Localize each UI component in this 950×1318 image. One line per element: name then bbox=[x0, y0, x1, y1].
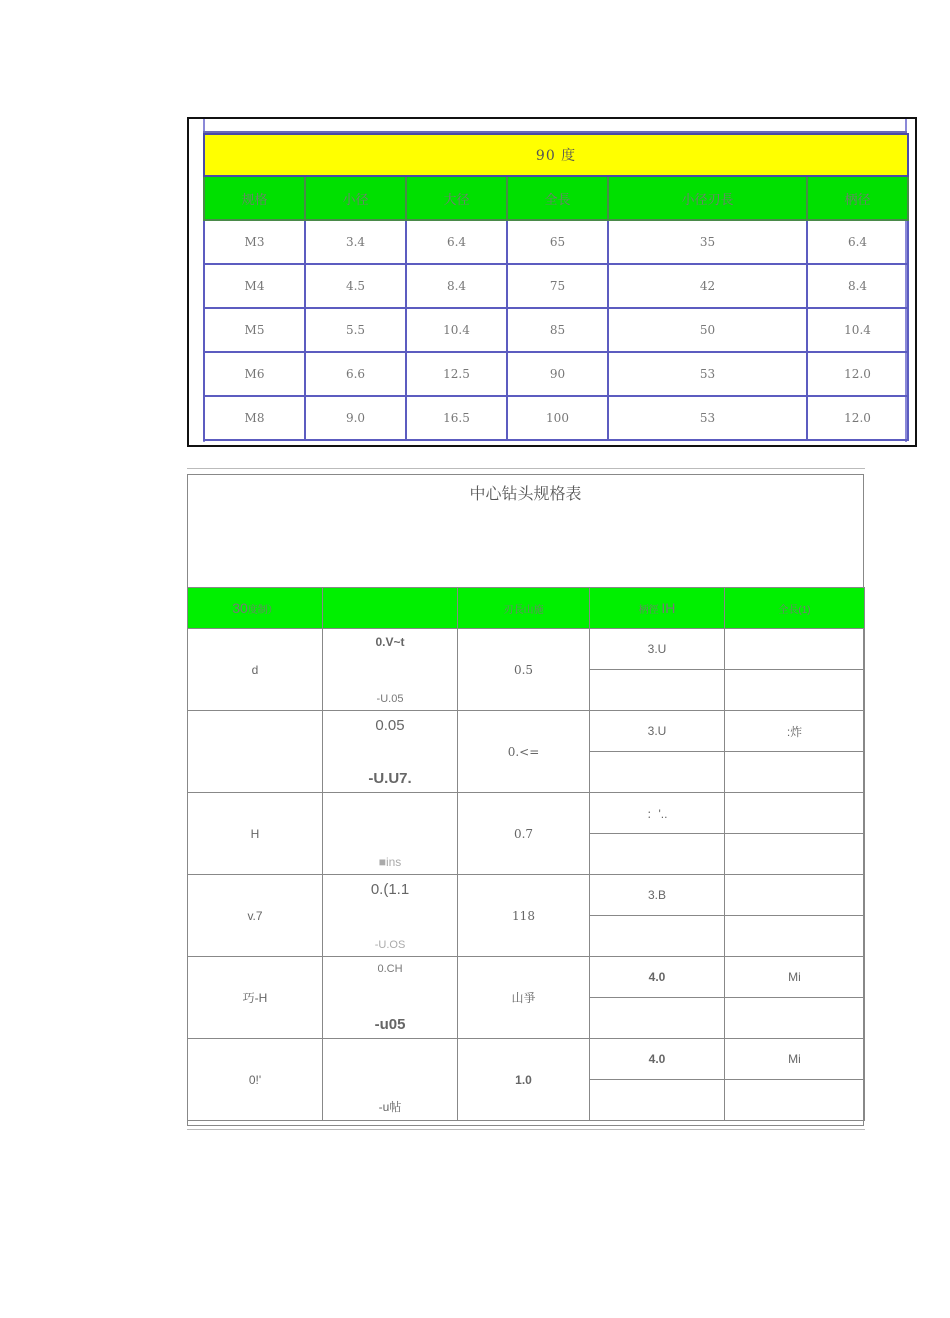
table-cell bbox=[590, 670, 725, 711]
table-row bbox=[188, 957, 865, 998]
cell-value-bottom: -u帖 bbox=[378, 1099, 402, 1114]
table-row bbox=[204, 220, 908, 264]
header-text-large: IH bbox=[661, 600, 676, 616]
table-cell: 16.5 bbox=[406, 396, 507, 440]
table-cell: 12.0 bbox=[807, 352, 908, 396]
table-cell: 53 bbox=[608, 352, 807, 396]
table-cell: v.7 bbox=[188, 875, 323, 957]
header-row bbox=[188, 588, 865, 629]
table-cell bbox=[725, 629, 865, 670]
header-cell bbox=[323, 588, 458, 629]
table-row bbox=[188, 629, 865, 670]
table-title: 90 度 bbox=[204, 134, 908, 176]
table-row bbox=[188, 875, 865, 916]
table-cell: 0.5 bbox=[458, 629, 590, 711]
table-cell bbox=[725, 875, 865, 916]
table-cell: 山爭 bbox=[458, 957, 590, 1039]
table-cell: 85 bbox=[507, 308, 608, 352]
table-cell: d bbox=[188, 629, 323, 711]
table-row bbox=[204, 264, 908, 308]
table-cell: 0.7 bbox=[458, 793, 590, 875]
table-cell: 42 bbox=[608, 264, 807, 308]
table-cell: 1.0 bbox=[458, 1039, 590, 1121]
table-cell bbox=[323, 711, 458, 793]
table-cell: 12.0 bbox=[807, 396, 908, 440]
table-cell: M5 bbox=[204, 308, 305, 352]
center-drill-spec-table bbox=[187, 468, 865, 1130]
table-row bbox=[188, 793, 865, 834]
table-cell bbox=[590, 834, 725, 875]
table-cell: 8.4 bbox=[406, 264, 507, 308]
table-cell: 3.U bbox=[590, 629, 725, 670]
table-cell bbox=[725, 916, 865, 957]
header-cell: 小径 bbox=[305, 176, 406, 220]
header-cell: 小径刃長 bbox=[608, 176, 807, 220]
table-cell: 0.<= bbox=[458, 711, 590, 793]
table-cell bbox=[590, 998, 725, 1039]
header-cell bbox=[590, 588, 725, 629]
table-cell: M6 bbox=[204, 352, 305, 396]
cell-value-bottom: -U.05 bbox=[376, 692, 404, 705]
table-cell: Mi bbox=[725, 957, 865, 998]
spec-table-90-degree bbox=[187, 117, 917, 447]
table-cell bbox=[725, 834, 865, 875]
table-cell: 3.B bbox=[590, 875, 725, 916]
table-row bbox=[204, 308, 908, 352]
table-cell bbox=[725, 998, 865, 1039]
table-cell: 5.5 bbox=[305, 308, 406, 352]
table-cell: M4 bbox=[204, 264, 305, 308]
table-cell bbox=[188, 711, 323, 793]
table-cell: 4.0 bbox=[590, 1039, 725, 1080]
cell-value-top: 0.05 bbox=[375, 716, 405, 734]
table-cell bbox=[323, 957, 458, 1039]
table-cell: 10.4 bbox=[406, 308, 507, 352]
table-cell: 9.0 bbox=[305, 396, 406, 440]
table-cell: 6.4 bbox=[406, 220, 507, 264]
table-cell bbox=[590, 916, 725, 957]
center-drill-grid bbox=[187, 587, 865, 1121]
table-cell: :炸 bbox=[725, 711, 865, 752]
table-cell: 巧-H bbox=[188, 957, 323, 1039]
table-cell: 3.4 bbox=[305, 220, 406, 264]
table-cell: 100 bbox=[507, 396, 608, 440]
table-cell: 0!' bbox=[188, 1039, 323, 1121]
table-cell: 75 bbox=[507, 264, 608, 308]
table-cell: 118 bbox=[458, 875, 590, 957]
table-cell: 90 bbox=[507, 352, 608, 396]
header-cell: 大径 bbox=[406, 176, 507, 220]
table-cell bbox=[323, 629, 458, 711]
table-cell: 6.6 bbox=[305, 352, 406, 396]
cell-value-top: 0.(1.1 bbox=[370, 880, 410, 898]
header-text-large: 30 bbox=[232, 600, 248, 616]
table-cell: 12.5 bbox=[406, 352, 507, 396]
table-cell: 35 bbox=[608, 220, 807, 264]
table-cell: Mi bbox=[725, 1039, 865, 1080]
table-cell: 53 bbox=[608, 396, 807, 440]
header-cell: 刃長山施 bbox=[458, 588, 590, 629]
table-cell: 10.4 bbox=[807, 308, 908, 352]
table-row bbox=[188, 711, 865, 752]
table-cell: H bbox=[188, 793, 323, 875]
table-cell: ：'.. bbox=[590, 793, 725, 834]
table-row bbox=[204, 352, 908, 396]
table-cell: 65 bbox=[507, 220, 608, 264]
table-cell bbox=[323, 875, 458, 957]
table-cell: 50 bbox=[608, 308, 807, 352]
table-cell bbox=[725, 1080, 865, 1121]
table-cell: 4.0 bbox=[590, 957, 725, 998]
table-cell: 6.4 bbox=[807, 220, 908, 264]
header-cell: 全長 bbox=[507, 176, 608, 220]
table-cell: 3.U bbox=[590, 711, 725, 752]
table-cell bbox=[725, 752, 865, 793]
header-text-small: 度制） bbox=[247, 605, 278, 616]
cell-value-bottom: ■ins bbox=[378, 854, 402, 869]
table-row bbox=[188, 1039, 865, 1080]
table-cell bbox=[590, 752, 725, 793]
header-cell bbox=[188, 588, 323, 629]
cell-value-top: 0.V~t bbox=[375, 634, 405, 649]
table-cell bbox=[725, 670, 865, 711]
cell-value-bottom: -u05 bbox=[374, 1015, 406, 1033]
header-cell: 规格 bbox=[204, 176, 305, 220]
table-row bbox=[204, 396, 908, 440]
table-title: 中心钻头规格表 bbox=[469, 484, 582, 503]
table-top-band bbox=[203, 119, 907, 133]
table-cell: M3 bbox=[204, 220, 305, 264]
header-text-small: 柄徑 bbox=[638, 605, 659, 616]
header-cell: 全長(1) bbox=[725, 588, 865, 629]
cell-value-bottom: -U.U7. bbox=[368, 769, 412, 787]
table-cell bbox=[323, 793, 458, 875]
cell-value-bottom: -U.OS bbox=[374, 938, 406, 951]
table-cell: 8.4 bbox=[807, 264, 908, 308]
table-cell bbox=[590, 1080, 725, 1121]
table-90-degree-grid bbox=[203, 133, 909, 441]
table-cell bbox=[725, 793, 865, 834]
table-cell: 4.5 bbox=[305, 264, 406, 308]
table-cell: M8 bbox=[204, 396, 305, 440]
header-cell: 柄径 bbox=[807, 176, 908, 220]
cell-value-top: 0.CH bbox=[377, 962, 403, 975]
table-cell bbox=[323, 1039, 458, 1121]
